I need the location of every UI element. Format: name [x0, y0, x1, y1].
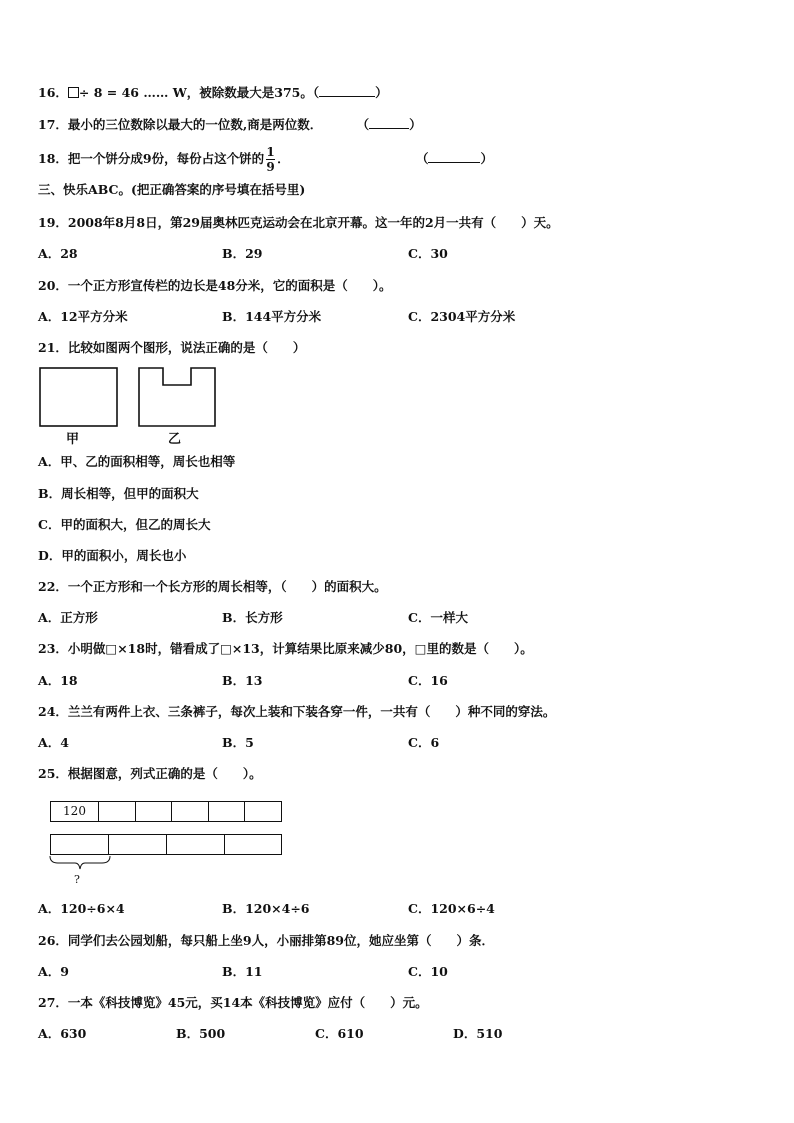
- fraction: [266, 146, 275, 173]
- option-a[interactable]: A．120÷6×4: [38, 901, 125, 916]
- option-b[interactable]: B．120×4÷6: [222, 901, 310, 916]
- question-17: [38, 116, 422, 133]
- option-a[interactable]: A．28: [38, 246, 78, 261]
- option-b[interactable]: B．长方形: [222, 610, 283, 625]
- diagram-cell: [171, 801, 209, 822]
- diagram-cell-labeled: [50, 801, 99, 822]
- diagram-cell: [98, 801, 136, 822]
- q16-close: ）: [375, 85, 388, 100]
- question-27: 27．一本《科技博览》45元，买14本《科技博览》应付（ ）元。: [38, 995, 428, 1010]
- option-d[interactable]: D．甲的面积小，周长也小: [38, 548, 187, 563]
- option-a[interactable]: A．18: [38, 673, 78, 688]
- option-a[interactable]: A．正方形: [38, 610, 98, 625]
- q17-text: 17．最小的三位数除以最大的一位数,商是两位数．: [38, 117, 323, 132]
- brace-icon: [48, 855, 114, 871]
- diagram-cell: [135, 801, 172, 822]
- q17-close: ）: [409, 117, 422, 132]
- answer-blank[interactable]: [428, 150, 480, 163]
- option-b[interactable]: B．500: [176, 1026, 226, 1041]
- shape-jia: [40, 368, 117, 426]
- fraction-denominator: 9: [266, 160, 275, 174]
- diagram-cell: [166, 834, 225, 855]
- option-a[interactable]: A．630: [38, 1026, 87, 1041]
- q17-open: （: [356, 117, 370, 132]
- diagram-cell: [108, 834, 167, 855]
- option-c[interactable]: C．甲的面积大，但乙的周长大: [38, 517, 211, 532]
- question-16: [38, 84, 388, 101]
- question-18: [38, 146, 493, 173]
- option-c[interactable]: C．120×6÷4: [408, 901, 495, 916]
- diagram-cell: [50, 834, 109, 855]
- option-c[interactable]: C．610: [315, 1026, 364, 1041]
- q16-text: ÷ 8 = 46 …… W，被除数最大是375。（: [78, 85, 320, 100]
- section-heading: 三、快乐ABC。(把正确答案的序号填在括号里): [38, 182, 306, 197]
- blank-square-icon: [68, 87, 79, 98]
- option-c[interactable]: C．30: [408, 246, 448, 261]
- q18-dot: ．: [277, 151, 290, 166]
- diagram-cell: [244, 801, 282, 822]
- option-c[interactable]: C．2304平方分米: [408, 309, 516, 324]
- shape-label-yi: 乙: [168, 432, 182, 447]
- option-b[interactable]: B．周长相等，但甲的面积大: [38, 486, 199, 501]
- option-b[interactable]: B．29: [222, 246, 263, 261]
- question-26: 26．同学们去公园划船，每只船上坐9人，小丽排第89位，她应坐第（ ）条．: [38, 933, 494, 948]
- fraction-numerator: 1: [266, 145, 275, 159]
- question-19: 19．2008年8月8日，第29届奥林匹克运动会在北京开幕。这一年的2月一共有（ ）天。: [38, 215, 559, 230]
- answer-blank[interactable]: [369, 116, 409, 129]
- question-21: 21．比较如图两个图形，说法正确的是（ ）: [38, 340, 306, 355]
- option-b[interactable]: B．5: [222, 735, 254, 750]
- q18-text: 18．把一个饼分成9份，每份占这个饼的: [38, 151, 265, 166]
- option-c[interactable]: C．10: [408, 964, 448, 979]
- option-a[interactable]: A．9: [38, 964, 69, 979]
- question-22: 22．一个正方形和一个长方形的周长相等，（ ）的面积大。: [38, 579, 387, 594]
- option-b[interactable]: B．144平方分米: [222, 309, 322, 324]
- diagram-cell: [224, 834, 282, 855]
- option-d[interactable]: D．510: [453, 1026, 503, 1041]
- option-a[interactable]: A．甲、乙的面积相等，周长也相等: [38, 454, 236, 469]
- option-c[interactable]: C．一样大: [408, 610, 468, 625]
- option-b[interactable]: B．13: [222, 673, 263, 688]
- option-c[interactable]: C．6: [408, 735, 440, 750]
- q16-number: 16．: [38, 85, 68, 100]
- question-mark: ?: [74, 873, 80, 886]
- question-20: 20．一个正方形宣传栏的边长是48分米，它的面积是（ ）。: [38, 278, 392, 293]
- answer-blank[interactable]: [319, 84, 375, 97]
- option-a[interactable]: A．12平方分米: [38, 309, 128, 324]
- question-23: 23．小明做□×18时，错看成了□×13，计算结果比原来减少80，□里的数是（ ）。: [38, 641, 533, 656]
- diagram-value: 120: [63, 804, 86, 818]
- diagram-cell: [208, 801, 245, 822]
- q18-close: ）: [480, 151, 493, 166]
- option-a[interactable]: A．4: [38, 735, 69, 750]
- q18-open: （: [415, 151, 429, 166]
- shape-label-jia: 甲: [66, 432, 80, 447]
- option-b[interactable]: B．11: [222, 964, 263, 979]
- shape-yi: [139, 368, 215, 426]
- option-c[interactable]: C．16: [408, 673, 448, 688]
- question-24: 24．兰兰有两件上衣、三条裤子，每次上装和下装各穿一件，一共有（ ）种不同的穿法。: [38, 704, 556, 719]
- question-25: 25．根据图意，列式正确的是（ ）。: [38, 766, 262, 781]
